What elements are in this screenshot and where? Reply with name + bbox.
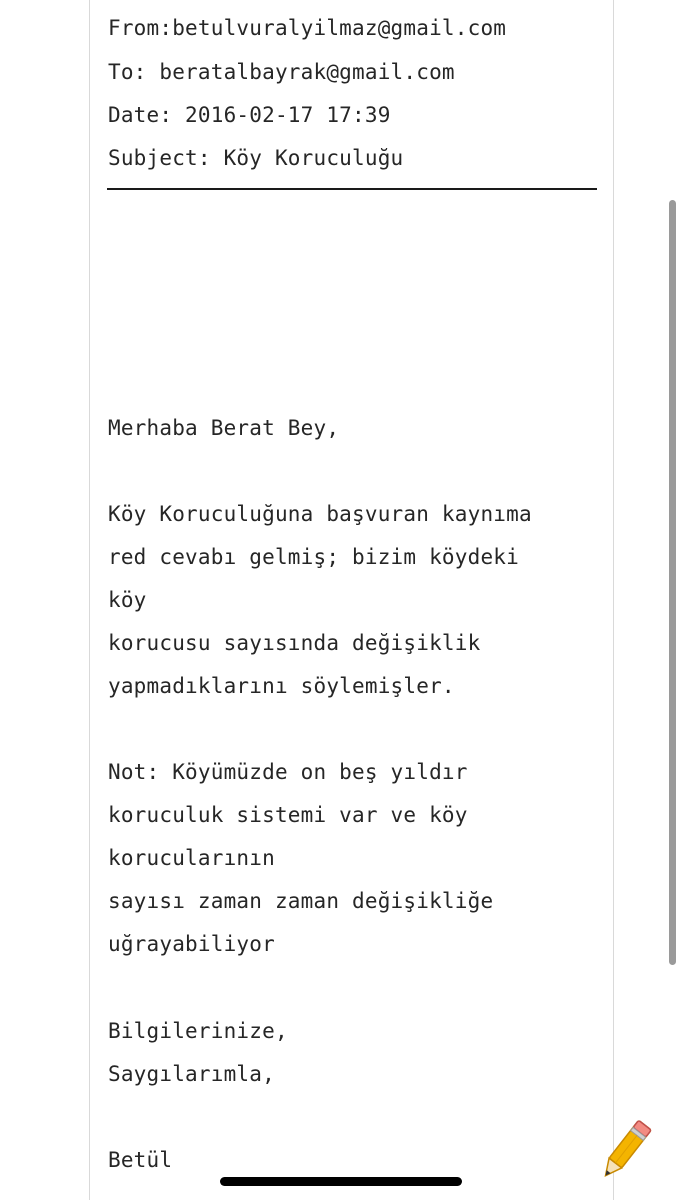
note-line: koruculuk sistemi var ve köy bbox=[108, 803, 468, 827]
closing-line: Bilgilerinize, bbox=[108, 1019, 288, 1043]
closing-line: Saygılarımla, bbox=[108, 1062, 275, 1086]
vertical-scrollbar[interactable] bbox=[669, 200, 676, 965]
note-line: sayısı zaman zaman değişikliğe bbox=[108, 889, 494, 913]
to-line: To: beratalbayrak@gmail.com bbox=[108, 60, 455, 84]
body-line: korucusu sayısında değişiklik bbox=[108, 631, 481, 655]
note-line: uğrayabiliyor bbox=[108, 932, 275, 956]
body-line: yapmadıklarını söylemişler. bbox=[108, 674, 455, 698]
header-divider bbox=[107, 188, 597, 190]
left-margin-line bbox=[89, 0, 90, 1200]
home-indicator[interactable] bbox=[220, 1177, 462, 1186]
right-margin-line bbox=[613, 0, 614, 1200]
signature: Betül bbox=[108, 1148, 173, 1172]
body-line: red cevabı gelmiş; bizim köydeki bbox=[108, 545, 519, 569]
body-line: Köy Koruculuğuna başvuran kaynıma bbox=[108, 502, 532, 526]
body-line: köy bbox=[108, 588, 147, 612]
note-line: Not: Köyümüzde on beş yıldır bbox=[108, 760, 468, 784]
note-line: korucularının bbox=[108, 846, 275, 870]
from-line: From:betulvuralyilmaz@gmail.com bbox=[108, 16, 507, 40]
date-line: Date: 2016-02-17 17:39 bbox=[108, 103, 391, 127]
greeting: Merhaba Berat Bey, bbox=[108, 416, 340, 440]
subject-line: Subject: Köy Koruculuğu bbox=[108, 146, 404, 170]
pencil-icon[interactable] bbox=[592, 1112, 656, 1192]
